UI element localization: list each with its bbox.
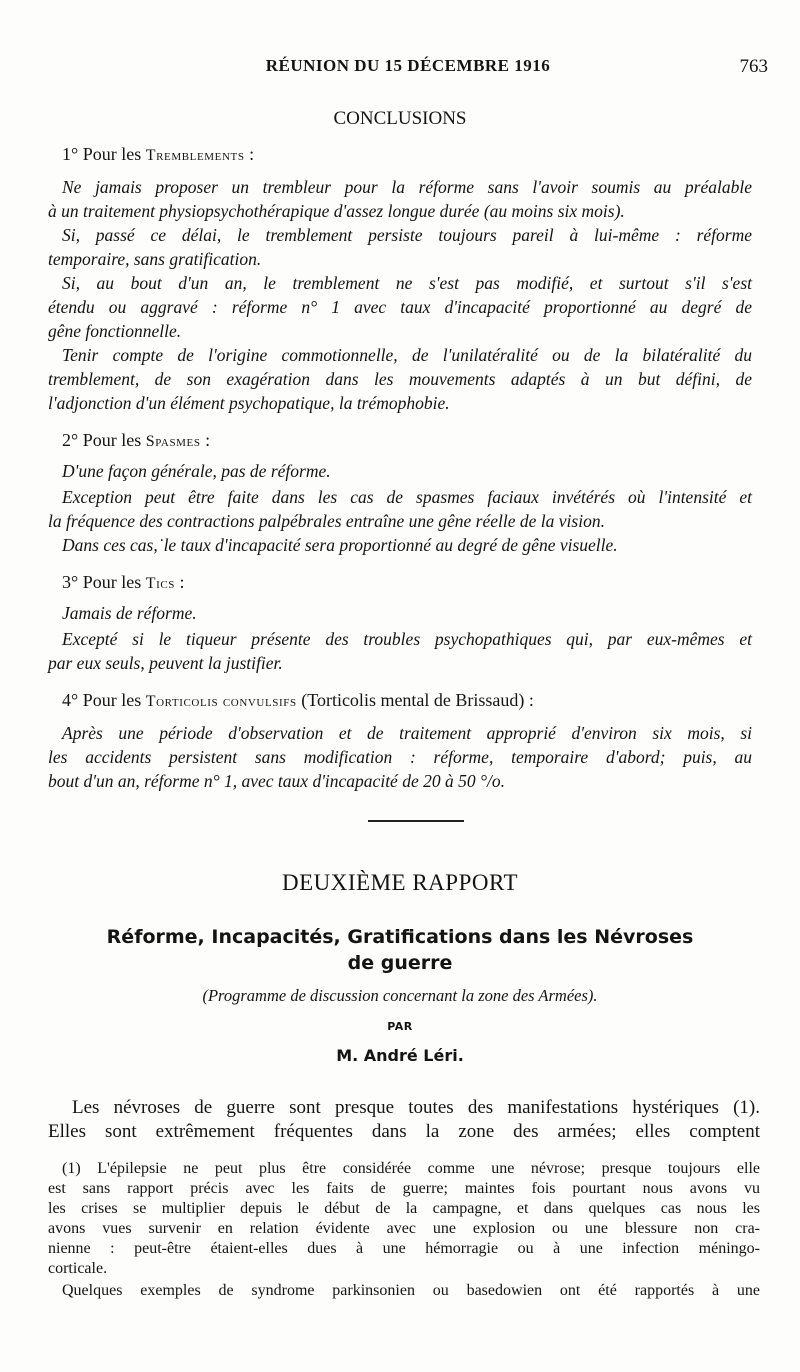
- footnote-line: avons vues survenir en relation évidente avec une explosion ou une blessure non cra-: [48, 1220, 760, 1237]
- footnote-line: les crises se multiplier depuis le début de la campagne, et dans quelques cas nous les: [48, 1200, 760, 1217]
- section-heading-torticolis: [62, 690, 534, 711]
- section-heading-term: Torticolis convulsifs: [145, 693, 297, 710]
- text-line: Ne jamais proposer un trembleur pour la réforme sans l'avoir soumis au préalable: [62, 177, 752, 197]
- text-line: les accidents persistent sans modification : réforme, temporaire d'abord; puis, au: [48, 747, 752, 767]
- text-line: temporaire, sans gratification.: [48, 249, 262, 269]
- section-heading-prefix: 4° Pour les: [62, 690, 146, 710]
- footnote-line: nienne : peut-être étaient-elles dues à une hémorragie ou à une infection méningo-: [48, 1240, 760, 1257]
- running-head-title: RÉUNION DU 15 DÉCEMBRE 1916: [265, 56, 551, 75]
- text-line: Si, passé ce délai, le tremblement persiste toujours pareil à lui-même : réforme: [62, 225, 752, 245]
- report-subtitle: Réforme, Incapacités, Gratifications dans les Névroses: [106, 926, 694, 948]
- section-divider: [368, 820, 464, 822]
- body-text-line: Les névroses de guerre sont presque toutes des manifestations hystériques (1).: [72, 1097, 760, 1118]
- text-line: Dans ces cas,˙le taux d'incapacité sera proportionné au degré de gêne visuelle.: [62, 535, 618, 555]
- text-line: étendu ou aggravé : réforme n° 1 avec taux d'incapacité proportionné au degré de: [48, 297, 752, 317]
- section-heading-prefix: 3° Pour les: [62, 572, 146, 592]
- section-heading-prefix: 2° Pour les: [62, 430, 146, 450]
- section-heading-tail: :: [244, 144, 255, 164]
- footnote-line: est sans rapport précis avec les faits de guerre; maintes fois pourtant nous avons vu: [48, 1180, 760, 1197]
- section-heading-tics: [62, 572, 185, 593]
- text-line: l'adjonction d'un élément psychopatique, la trémophobie.: [48, 393, 450, 413]
- text-line: tremblement, de son exagération dans les mouvements adaptés à un but défini, de: [48, 369, 752, 389]
- text-line: D'une façon générale, pas de réforme.: [62, 461, 331, 481]
- text-line: Après une période d'observation et de traitement approprié d'environ six mois, si: [62, 723, 752, 743]
- text-line: par eux seuls, peuvent la justifier.: [48, 653, 283, 673]
- footnote-line: Quelques exemples de syndrome parkinsonien ou basedowien ont été rapportés à une: [62, 1282, 760, 1299]
- text-line: la fréquence des contractions palpébrales entraîne une gêne réelle de la vision.: [48, 511, 605, 531]
- footnote-line: (1) L'épilepsie ne peut plus être considérée comme une névrose; presque toujours elle: [62, 1160, 760, 1177]
- running-head: [48, 56, 768, 80]
- conclusions-title: CONCLUSIONS: [333, 108, 467, 129]
- section-heading-tremblements: [62, 144, 254, 165]
- par-label: PAR: [387, 1020, 413, 1033]
- report-title: DEUXIÈME RAPPORT: [282, 870, 518, 895]
- text-line: Si, au bout d'un an, le tremblement ne s'est pas modifié, et surtout s'il s'est: [62, 273, 752, 293]
- section-heading-term: Tics: [145, 575, 175, 592]
- text-line: gêne fonctionnelle.: [48, 321, 182, 341]
- author-name: M. André Léri.: [336, 1046, 464, 1065]
- section-heading-prefix: 1° Pour les: [62, 144, 146, 164]
- section-heading-tail: :: [200, 430, 211, 450]
- section-heading-spasmes: [62, 430, 210, 451]
- text-line: Excepté si le tiqueur présente des troubles psychopathiques qui, par eux-mêmes et: [62, 629, 752, 649]
- text-line: Exception peut être faite dans les cas de spasmes faciaux invétérés où l'intensité et: [62, 487, 752, 507]
- section-heading-tail: :: [175, 572, 185, 592]
- section-heading-tail: (Torticolis mental de Brissaud) :: [296, 690, 534, 710]
- report-subtitle-cont: de guerre: [347, 952, 453, 974]
- program-note: (Programme de discussion concernant la zone des Armées).: [202, 986, 598, 1005]
- body-text-line: Elles sont extrêmement fréquentes dans la zone des armées; elles comptent: [48, 1121, 760, 1142]
- text-line: Tenir compte de l'origine commotionnelle, de l'unilatéralité ou de la bilatéralité du: [62, 345, 752, 365]
- text-line: bout d'un an, réforme n° 1, avec taux d'incapacité de 20 à 50 °/o.: [48, 771, 505, 791]
- text-line: Jamais de réforme.: [62, 603, 197, 623]
- section-heading-term: Tremblements: [145, 147, 245, 164]
- text-line: à un traitement physiopsychothérapique d'assez longue durée (au moins six mois).: [48, 201, 625, 221]
- page-number: 763: [739, 56, 768, 77]
- section-heading-term: Spasmes: [145, 433, 201, 450]
- footnote-line: corticale.: [48, 1260, 108, 1277]
